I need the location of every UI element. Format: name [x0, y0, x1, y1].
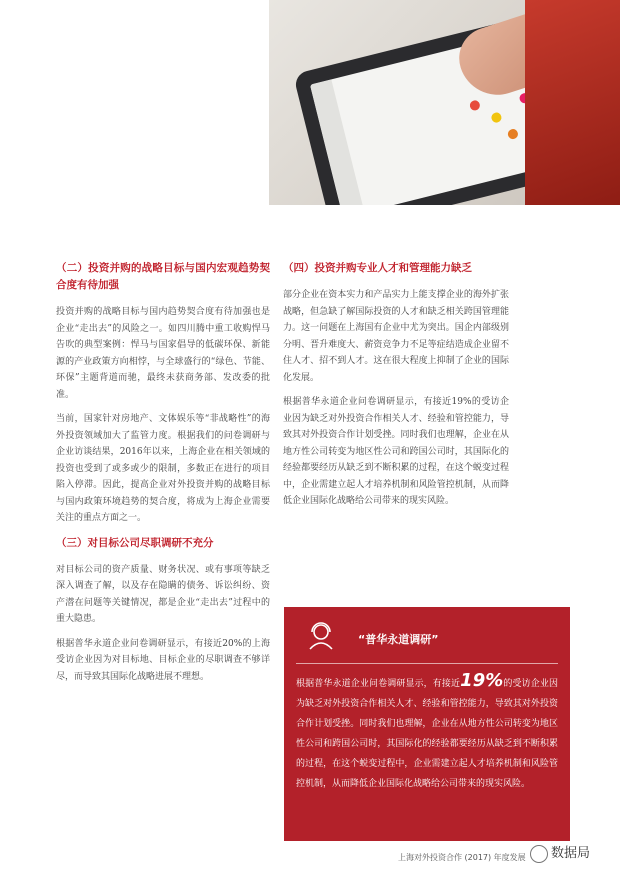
- callout-percent: 19%: [460, 670, 504, 691]
- watermark-text: 数据局: [551, 846, 591, 861]
- person-headset-icon: [306, 620, 336, 650]
- section-heading-3: （三）对目标公司尽职调研不充分: [56, 536, 214, 549]
- paragraph: 投资并购的战略目标与国内趋势契合度有待加强也是企业“走出去”的风险之一。如四川腾中重工收购悍马告吹的典型案例：悍马与国家倡导的低碳环保、新能源的产业政策方向相悖，与全球盛行的“绿色、节能、环保”主题背道而驰，最终未获商务部、发改委的批准。: [56, 307, 270, 400]
- paragraph: 对目标公司的资产质量、财务状况、或有事项等缺乏深入调查了解，以及存在隐瞒的债务、诉讼纠纷、资产潜在问题等关键情况，都是企业“走出去”过程中的重大隐患。: [56, 564, 270, 624]
- paragraph: 根据普华永道企业问卷调研显示，有接近19%的受访企业因为缺乏对外投资合作相关人才、经验和管控能力，导致其对外投资合作计划受挫。同时我们也理解，企业在从地方性公司转变为地区性公司和跨国公司时，其国际化的经验都要经历从缺乏到不断积累的过程，在这个蜕变过程中，企业需建立起人才培养机制和风险管控机制，从而降低企业国际化战略给公司带来的现实风险。: [283, 397, 509, 506]
- header-photo: [269, 0, 620, 205]
- paragraph: 部分企业在资本实力和产品实力上能支撑企业的海外扩张战略，但急缺了解国际投资的人才和缺乏相关跨国管理能力。这一问题在上海国有企业中尤为突出。国企内部级别分明、晋升难度大、薪资竞争力不足等症结造成企业留不住人才、招不到人才。这在很大程度上抑制了企业的国际化发展。: [283, 290, 509, 383]
- sleeve-image: [525, 0, 620, 205]
- section-heading-2: （二）投资并购的战略目标与国内宏观趋势契合度有待加强: [56, 262, 270, 291]
- callout-title: “普华永道调研”: [358, 633, 439, 646]
- callout-text: [296, 671, 558, 794]
- section-heading-4: （四）投资并购专业人才和管理能力缺乏: [283, 262, 472, 274]
- paragraph: 当前，国家针对房地产、文体娱乐等“非战略性”的海外投资领域加大了监管力度。根据我们的问卷调研与企业访谈结果，2016年以来，上海企业在相关领域的投资也受到了或多或少的限制，多数正在进行的项目陷入停滞。因此，提高企业对外投资并购的战略目标与国内政策环境趋势的契合度，将成为上海企业需要关注的重点方面之一。: [56, 414, 270, 523]
- watermark: [530, 842, 590, 863]
- paragraph: 根据普华永道企业问卷调研显示，有接近20%的上海受访企业因为对目标地、目标企业的尽职调查不够详尽，而导致其国际化战略进展不理想。: [56, 638, 270, 682]
- wechat-icon: [530, 845, 548, 863]
- right-column: [283, 260, 509, 518]
- callout-text-post: 的受访企业因为缺乏对外投资合作相关人才、经验和管控能力，导致其对外投资合作计划受挫。同时我们也理解，企业在从地方性公司转变为地区性公司和跨国公司时，其国际化的经验都要经历从缺乏到不断积累的过程，在这个蜕变过程中，企业需建立起人才培养机制和风险管控机制，从而降低企业国际化战略给公司带来的现实风险。: [296, 679, 558, 789]
- callout-text-pre: 根据普华永道企业问卷调研显示，有接近: [296, 679, 461, 689]
- divider: [296, 663, 558, 664]
- left-column: [56, 260, 270, 693]
- callout-box: [284, 607, 570, 841]
- page-footer: 上海对外投资合作 (2017) 年度发展: [398, 853, 526, 862]
